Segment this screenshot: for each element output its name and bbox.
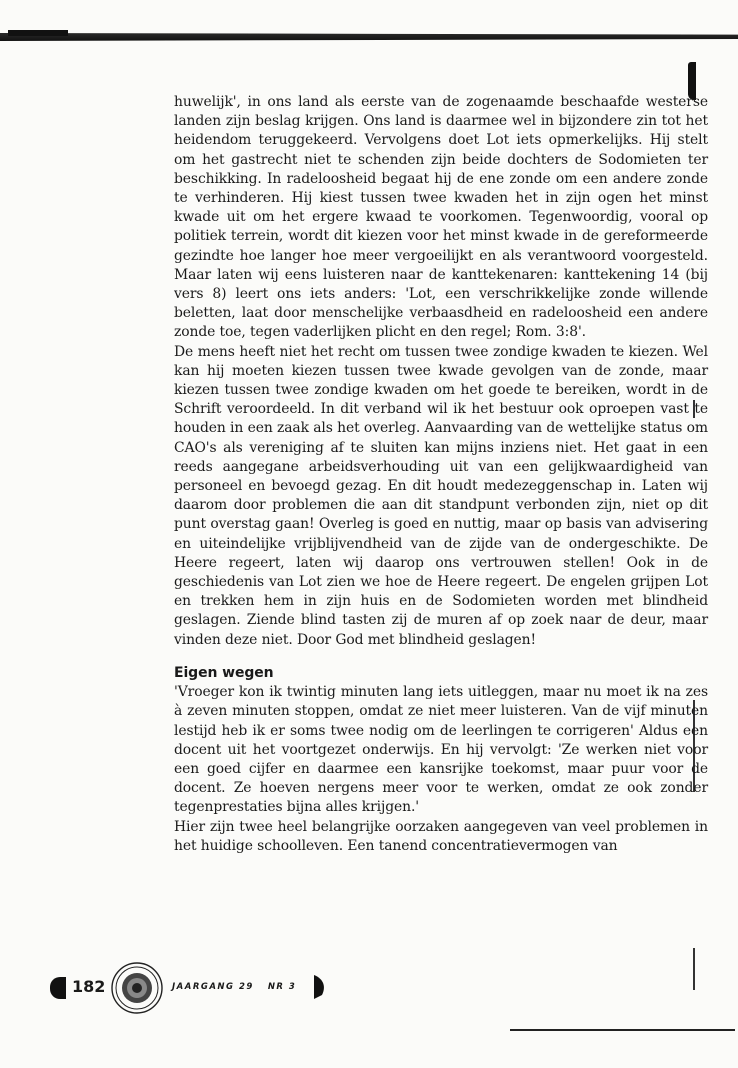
section-heading: Eigen wegen [174, 664, 274, 681]
volume-label: JAARGANG 29 [172, 982, 254, 992]
emblem-seal-icon [110, 961, 164, 1015]
top-rule-cap [8, 30, 68, 36]
page-number: 182 [72, 977, 106, 996]
paragraph: De mens heeft niet het recht om tussen twee zondige kwaden te kiezen. Wel kan hij moeten kiezen tussen twee kwade gevolgen van de zonde, maar kiezen tussen twee zondige kwaden om het goede te bereiken, wordt in de Schrift veroordeeld. In dit verband wil ik het bestuur ook oproepen vast te houden in een zaak als het overleg. Aanvaarding van de wettelijke status om CAO's als vereniging af te sluiten kan mijns inziens niet. Het gaat in een reeds aangegane arbeidsverhouding uit van een gelijkwaardigheid van personeel en bevoegd gezag. En dit houdt medezeggenschap in. Laten wij daarom door problemen die aan dit standpunt verbonden zijn, niet op dit punt overstag gaan! Overleg is goed en nuttig, maar op basis van advisering en uiteindelijke vrijblijvendheid van de zijde van de ondergeschikte. De Heere regeert, laten wij daarop ons vertrouwen stellen! Ook in de geschiedenis van Lot zien we hoe de Heere regeert. De engelen grijpen Lot en trekken hem in zijn huis en de Sodomieten worden met blindheid geslagen. Ziende blind tasten zij de muren af op zoek naar de deur, maar vinden deze niet. Door God met blindheid geslagen! [174, 343, 708, 648]
end-mark-icon [312, 975, 326, 999]
issue-number: NR 3 [267, 982, 297, 992]
paragraph: Hier zijn twee heel belangrijke oorzaken aangegeven van veel problemen in het huidige schoolleven. Een tanend concentratievermogen van [174, 818, 708, 854]
paragraph: 'Vroeger kon ik twintig minuten lang iets uitleggen, maar nu moet ik na zes à zeven minuten stoppen, omdat ze niet meer luisteren. Van de vijf minuten lestijd heb ik er soms twee nodig om de leerlingen te corrigeren' Aldus een docent uit het voortgezet onderwijs. En hij vervolgt: 'Ze werken niet voor een goed cijfer en daarmee een kansrijke toekomst, maar puur voor de docent. Ze hoeven nergens meer voor te werken, omdat ze ook zonder tegenprestaties bijna alles krijgen.' [174, 684, 708, 816]
issue-label [172, 982, 310, 992]
paragraph: huwelijk', in ons land als eerste van de zogenaamde beschaafde westerse landen zijn beslag krijgen. Ons land is daarmee wel in bijzondere zin tot het heidendom teruggekeerd. Vervolgens doet Lot iets opmerkelijks. Hij stelt om het gastrecht niet te schenden zijn beide dochters de Sodomieten ter beschikking. In radeloosheid begaat hij de ene zonde om een andere zonde te verhinderen. Hij kiest tussen twee kwaden het in zijn ogen het minst kwade uit om het ergere kwaad te voorkomen. Tegenwoordig, vooral op politiek terrein, wordt dit kiezen voor het minst kwade in de gereformeerde gezindte hoe langer hoe meer vergoeilijkt en als verantwoord voorgesteld. Maar laten wij eens luisteren naar de kanttekenaren: kanttekening 14 (bij vers 8) leert ons iets anders: 'Lot, een verschrikkelijke zonde willende beletten, laat door menschelijke verbaasdheid en radeloosheid een andere zonde toe, tegen vaderlijken plicht en den regel; Rom. 3:8'. [174, 94, 708, 341]
page-footer [0, 955, 738, 1025]
top-rule [0, 33, 738, 41]
page-tab-mark [50, 977, 66, 999]
bottom-rule [510, 1029, 735, 1031]
article-text [174, 93, 708, 856]
